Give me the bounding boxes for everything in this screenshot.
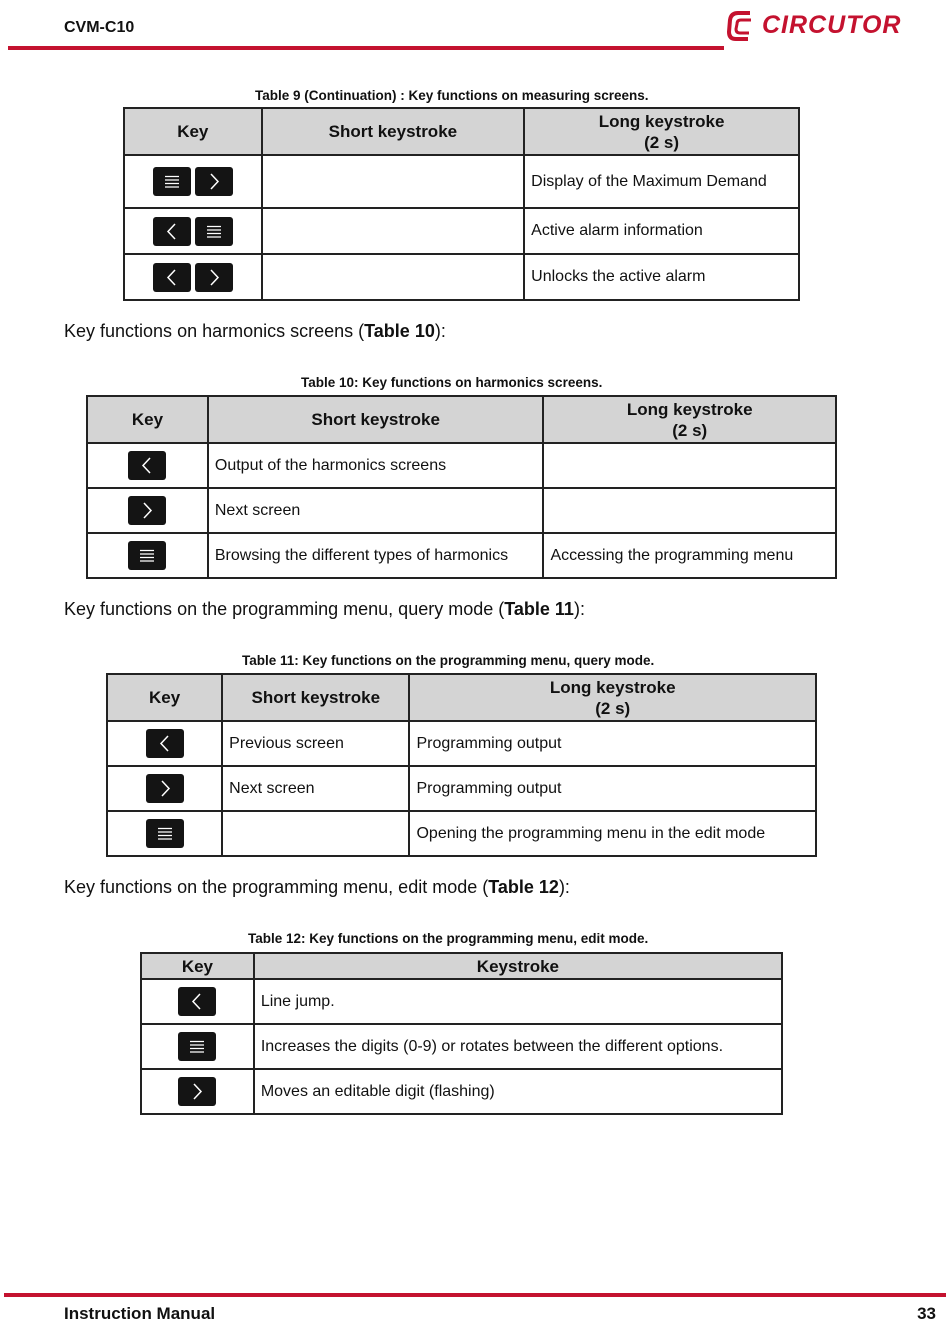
table10-long-cell (543, 488, 836, 533)
table9-key-cell (124, 254, 262, 300)
table11-short-cell: Next screen (222, 766, 409, 811)
table9 (123, 107, 800, 301)
table11-short-cell (222, 811, 409, 856)
table10-caption: Table 10: Key functions on harmonics screens. (301, 375, 603, 390)
table9-caption: Table 9 (Continuation) : Key functions on measuring screens. (255, 88, 649, 103)
table12-key-cell (141, 1069, 254, 1114)
table11-long-cell: Programming output (409, 721, 816, 766)
table9-header-short: Short keystroke (262, 108, 525, 155)
table-row (87, 533, 836, 578)
table9-header-long: Long keystroke (2 s) (524, 108, 799, 155)
table12-keystroke-cell: Moves an editable digit (flashing) (254, 1069, 782, 1114)
table-row (141, 1024, 782, 1069)
left-arrow-key-icon (153, 217, 191, 246)
table12-keystroke-cell: Line jump. (254, 979, 782, 1024)
menu-key-icon (178, 1032, 216, 1061)
table11-header-long: Long keystroke (2 s) (409, 674, 816, 721)
table10-key-cell (87, 443, 208, 488)
table11-key-cell (107, 811, 222, 856)
brand-name: CIRCUTOR (762, 11, 902, 39)
table10-header-key: Key (87, 396, 208, 443)
left-arrow-key-icon (178, 987, 216, 1016)
table11-header-key: Key (107, 674, 222, 721)
table11-long-cell: Opening the programming menu in the edit mode (409, 811, 816, 856)
left-arrow-key-icon (128, 451, 166, 480)
table10 (86, 395, 837, 579)
table-row (141, 979, 782, 1024)
footer-rule (4, 1293, 946, 1297)
table9-long-cell: Active alarm information (524, 208, 799, 254)
table11-header-short: Short keystroke (222, 674, 409, 721)
table10-intro: Key functions on harmonics screens (Table 10): (64, 321, 446, 341)
table12-header-keystroke: Keystroke (254, 953, 782, 979)
table10-header-short: Short keystroke (208, 396, 544, 443)
table-row (124, 254, 799, 300)
table10-key-cell (87, 488, 208, 533)
table12-intro: Key functions on the programming menu, edit mode (Table 12): (64, 877, 570, 897)
right-arrow-key-icon (178, 1077, 216, 1106)
table-row (124, 208, 799, 254)
table10-long-cell: Accessing the programming menu (543, 533, 836, 578)
right-arrow-key-icon (146, 774, 184, 803)
table10-short-cell: Next screen (208, 488, 544, 533)
table9-long-cell: Unlocks the active alarm (524, 254, 799, 300)
right-arrow-key-icon (195, 167, 233, 196)
table10-short-cell: Browsing the different types of harmonics (208, 533, 544, 578)
table12-key-cell (141, 979, 254, 1024)
footer-label: Instruction Manual (64, 1304, 216, 1323)
menu-key-icon (128, 541, 166, 570)
left-arrow-key-icon (153, 263, 191, 292)
header-rule (8, 46, 724, 50)
table11-short-cell: Previous screen (222, 721, 409, 766)
right-arrow-key-icon (128, 496, 166, 525)
page-number: 33 (917, 1304, 936, 1323)
table9-short-cell (262, 155, 525, 208)
table11-caption: Table 11: Key functions on the programming menu, query mode. (242, 653, 655, 668)
menu-key-icon (153, 167, 191, 196)
table11-key-cell (107, 766, 222, 811)
table9-key-cell (124, 155, 262, 208)
table-row (107, 721, 816, 766)
table9-key-cell (124, 208, 262, 254)
table12 (140, 952, 783, 1115)
table9-header-key: Key (124, 108, 262, 155)
table10-short-cell: Output of the harmonics screens (208, 443, 544, 488)
circutor-logo-mark-icon (726, 9, 760, 43)
table9-short-cell (262, 208, 525, 254)
table12-key-cell (141, 1024, 254, 1069)
left-arrow-key-icon (146, 729, 184, 758)
right-arrow-key-icon (195, 263, 233, 292)
menu-key-icon (195, 217, 233, 246)
table11-long-cell: Programming output (409, 766, 816, 811)
document-model: CVM-C10 (64, 19, 135, 36)
table12-header-key: Key (141, 953, 254, 979)
table-row (141, 1069, 782, 1114)
menu-key-icon (146, 819, 184, 848)
table9-long-cell: Display of the Maximum Demand (524, 155, 799, 208)
table12-caption: Table 12: Key functions on the programming menu, edit mode. (248, 931, 649, 946)
table10-key-cell (87, 533, 208, 578)
table12-keystroke-cell: Increases the digits (0-9) or rotates between the different options. (254, 1024, 782, 1069)
table11-intro: Key functions on the programming menu, query mode (Table 11): (64, 599, 585, 619)
table10-long-cell (543, 443, 836, 488)
circutor-logo (726, 9, 906, 45)
table9-short-cell (262, 254, 525, 300)
table-row (124, 155, 799, 208)
table10-header-long: Long keystroke (2 s) (543, 396, 836, 443)
table-row (107, 811, 816, 856)
table11 (106, 673, 817, 857)
table-row (87, 443, 836, 488)
table-row (87, 488, 836, 533)
table-row (107, 766, 816, 811)
table11-key-cell (107, 721, 222, 766)
